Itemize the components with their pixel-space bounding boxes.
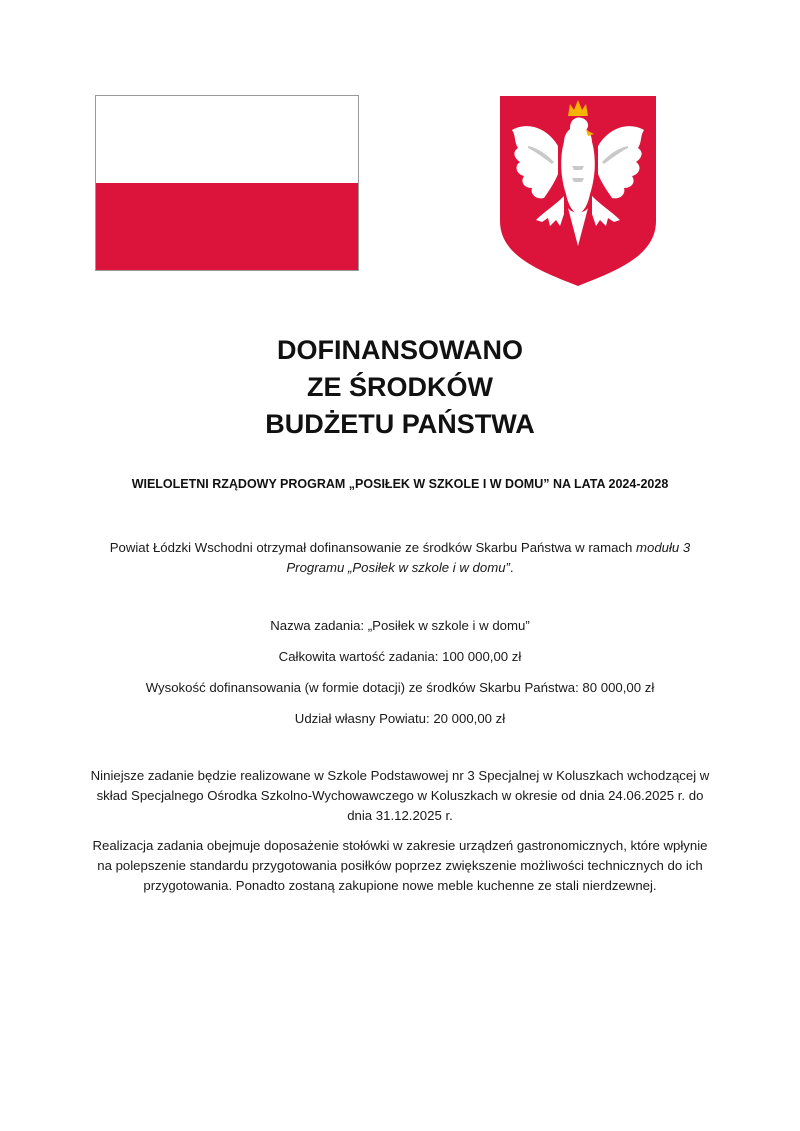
subsidy-amount: Wysokość dofinansowania (w formie dotacji) ze środków Skarbu Państwa: 80 000,00 zł bbox=[145, 680, 655, 695]
headline-line-1: DOFINANSOWANO bbox=[277, 335, 523, 365]
polish-flag bbox=[95, 95, 359, 271]
flag-red-stripe bbox=[96, 183, 358, 270]
intro-text: Powiat Łódzki Wschodni otrzymał dofinansowanie ze środków Skarbu Państwa w ramach bbox=[109, 540, 636, 555]
headline bbox=[0, 332, 800, 443]
task-name: Nazwa zadania: „Posiłek w szkole i w domu” bbox=[270, 618, 530, 633]
intro-paragraph bbox=[90, 538, 710, 578]
headline-line-3: BUDŻETU PAŃSTWA bbox=[265, 409, 535, 439]
polish-coat-of-arms-emblem bbox=[498, 96, 658, 286]
total-value: Całkowita wartość zadania: 100 000,00 zł bbox=[278, 649, 522, 664]
program-title: WIELOLETNI RZĄDOWY PROGRAM „POSIŁEK W SZKOLE I W DOMU” NA LATA 2024-2028 bbox=[131, 477, 669, 491]
implementation-paragraph: Niniejsze zadanie będzie realizowane w Szkole Podstawowej nr 3 Specjalnej w Koluszkach wchodzącej w skład Specjalnego Ośrodka Szkolno-Wychowawczego w Koluszkach w okresie od dnia 24.06.2025 r. do dnia 31.12.2025 r. bbox=[90, 768, 710, 823]
headline-line-2: ZE ŚRODKÓW bbox=[307, 372, 493, 402]
scope-paragraph: Realizacja zadania obejmuje doposażenie stołówki w zakresie urządzeń gastronomicznych, które wpłynie na polepszenie standardu przygotowania posiłków poprzez zwiększenie możliwości technicznych do ich przygotowania. Ponadto zostaną zakupione nowe meble kuchenne ze stali nierdzewnej. bbox=[92, 838, 708, 893]
flag-white-stripe bbox=[96, 96, 358, 183]
intro-period: . bbox=[509, 560, 514, 575]
intro-program-module: modułu 3 Programu „Posiłek w szkole i w domu” bbox=[286, 540, 691, 575]
own-contribution: Udział własny Powiatu: 20 000,00 zł bbox=[294, 711, 506, 726]
